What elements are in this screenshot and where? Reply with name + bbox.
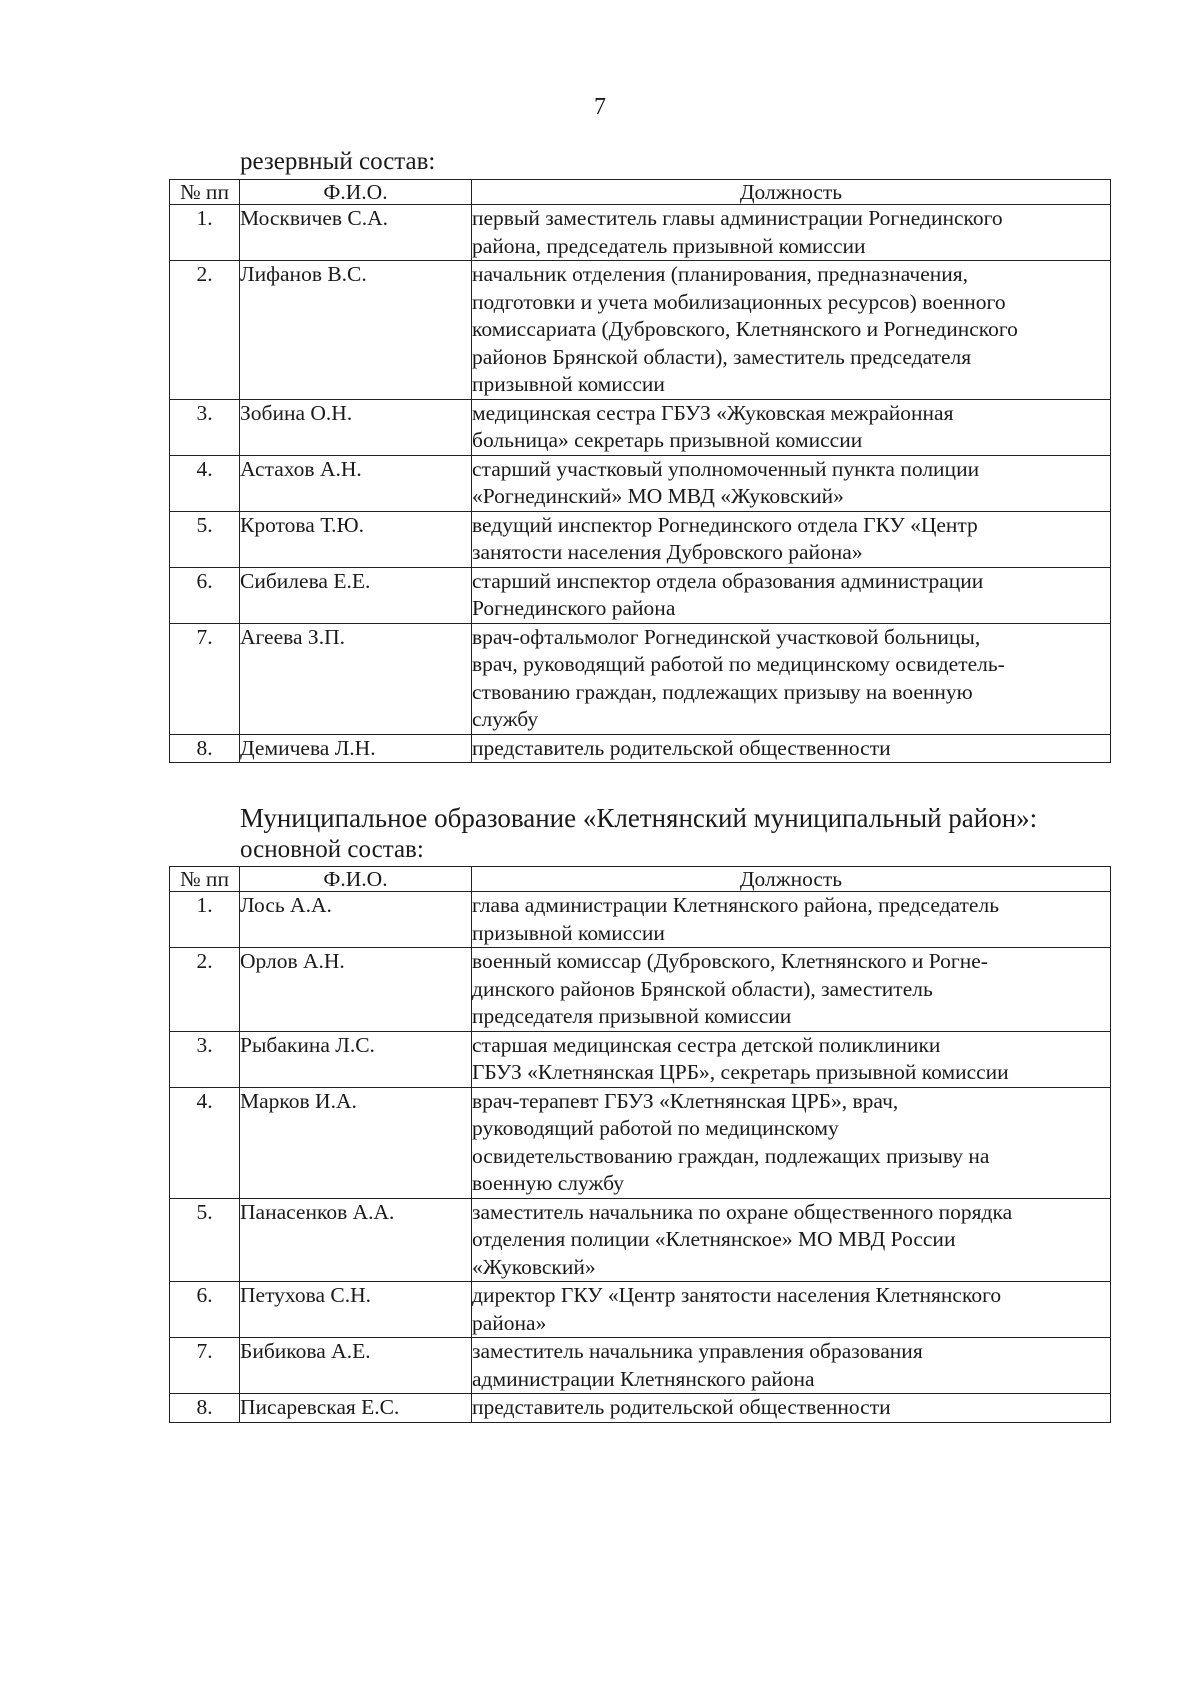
position-line: врач-терапевт ГБУЗ «Клетнянская ЦРБ», врач, [472,1088,899,1113]
position-line: военный комиссар (Дубровского, Клетнянского и Рогне- [472,949,988,973]
member-position [472,567,1111,623]
member-name: Марков И.А. [240,1087,472,1198]
position-line: первый заместитель главы администрации Рогнединского [472,206,1003,230]
position-line: освидетельствованию граждан, подлежащих призыву на [472,1143,990,1168]
position-line: старший участковый уполномоченный пункта полиции [472,456,980,481]
member-name: Петухова С.Н. [240,1282,472,1338]
member-name: Москвичев С.А. [240,205,472,261]
row-number: 3. [170,1031,240,1087]
member-position [472,455,1111,511]
member-position [472,511,1111,567]
row-number: 7. [170,623,240,734]
row-number: 5. [170,511,240,567]
position-line: районов Брянской области), заместитель председателя [472,344,972,369]
position-line: динского районов Брянской области), заместитель [472,976,933,1001]
member-position [472,892,1111,948]
header-name: Ф.И.О. [240,180,472,205]
position-line: представитель родительской общественности [472,735,891,760]
row-number: 8. [170,1394,240,1423]
row-number: 6. [170,1282,240,1338]
position-line: призывной комиссии [472,920,665,945]
main-section-label: основной состав: [240,836,424,863]
table-row [170,1394,1111,1423]
row-number: 2. [170,261,240,400]
row-number: 3. [170,399,240,455]
position-line: района» [472,1310,547,1335]
position-line: старшая медицинская сестра детской поликлиники [472,1032,941,1057]
header-name: Ф.И.О. [240,867,472,892]
klet-roster-table [169,866,1111,1423]
table-row [170,399,1111,455]
table-row [170,948,1111,1032]
position-line: медицинская сестра ГБУЗ «Жуковская межрайонная [472,400,954,425]
member-name: Агеева З.П. [240,623,472,734]
member-name: Демичева Л.Н. [240,734,472,763]
member-position [472,1394,1111,1423]
position-line: «Рогнединский» МО МВД «Жуковский» [472,484,844,508]
member-position [472,1087,1111,1198]
header-position: Должность [472,867,1111,892]
member-position [472,623,1111,734]
table-row [170,623,1111,734]
row-number: 6. [170,567,240,623]
member-name: Бибикова А.Е. [240,1338,472,1394]
position-line: подготовки и учета мобилизационных ресурсов) военного [472,289,1006,314]
member-name: Рыбакина Л.С. [240,1031,472,1087]
table-row [170,205,1111,261]
position-line: военную службу [472,1171,624,1195]
header-num: № пп [170,180,240,205]
position-line: директор ГКУ «Центр занятости населения Клетнянского [472,1283,1002,1307]
table-header-row [170,867,1111,892]
table-row [170,261,1111,400]
member-position [472,1031,1111,1087]
member-name: Сибилева Е.Е. [240,567,472,623]
municipality-title: Муниципальное образование «Клетнянский муниципальный район»: [240,803,1038,833]
member-name: Лось А.А. [240,892,472,948]
table-row [170,1087,1111,1198]
page-number: 7 [594,94,606,120]
member-position [472,1198,1111,1282]
table-row [170,734,1111,763]
position-line: администрации Клетнянского района [472,1366,815,1391]
table-row [170,1198,1111,1282]
member-position [472,1282,1111,1338]
position-line: занятости населения Дубровского района» [472,540,863,564]
member-name: Орлов А.Н. [240,948,472,1032]
position-line: призывной комиссии [472,372,665,396]
row-number: 7. [170,1338,240,1394]
position-line: больница» секретарь призывной комиссии [472,428,863,452]
member-position [472,734,1111,763]
position-line: ГБУЗ «Клетнянская ЦРБ», секретарь призывной комиссии [472,1060,1009,1084]
header-position: Должность [472,180,1111,205]
position-line: района, председатель призывной комиссии [472,233,866,258]
position-line: ствованию граждан, подлежащих призыву на военную [472,679,973,704]
member-name: Лифанов В.С. [240,261,472,400]
row-number: 1. [170,892,240,948]
row-number: 5. [170,1198,240,1282]
row-number: 4. [170,455,240,511]
table-row [170,455,1111,511]
table-row [170,511,1111,567]
table-row [170,567,1111,623]
member-position [472,948,1111,1032]
member-position [472,261,1111,400]
position-line: отделения полиции «Клетнянское» МО МВД России [472,1227,956,1251]
member-name: Писаревская Е.С. [240,1394,472,1423]
member-name: Астахов А.Н. [240,455,472,511]
table-header-row [170,180,1111,205]
reserve-roster-table [169,179,1111,763]
position-line: «Жуковский» [472,1254,596,1279]
position-line: заместитель начальника по охране общественного порядка [472,1199,1013,1224]
position-line: ведущий инспектор Рогнединского отдела ГКУ «Центр [472,512,978,537]
position-line: председателя призывной комиссии [472,1004,792,1028]
row-number: 2. [170,948,240,1032]
row-number: 8. [170,734,240,763]
position-line: Рогнединского района [472,596,676,620]
position-line: службу [472,707,539,731]
position-line: заместитель начальника управления образования [472,1339,923,1363]
table-row [170,1031,1111,1087]
position-line: комиссариата (Дубровского, Клетнянского и Рогнединского [472,317,1018,341]
reserve-section-label: резервный состав: [240,148,436,175]
position-line: начальник отделения (планирования, предназначения, [472,262,969,286]
member-position [472,205,1111,261]
member-name: Кротова Т.Ю. [240,511,472,567]
member-position [472,399,1111,455]
member-position [472,1338,1111,1394]
position-line: врач, руководящий работой по медицинскому освидетель- [472,652,1005,676]
member-name: Зобина О.Н. [240,399,472,455]
table-row [170,1282,1111,1338]
table-row [170,892,1111,948]
table-row [170,1338,1111,1394]
header-num: № пп [170,867,240,892]
position-line: руководящий работой по медицинскому [472,1116,839,1140]
position-line: представитель родительской общественности [472,1395,891,1419]
row-number: 1. [170,205,240,261]
position-line: глава администрации Клетнянского района, председатель [472,893,1000,917]
member-name: Панасенков А.А. [240,1198,472,1282]
row-number: 4. [170,1087,240,1198]
position-line: старший инспектор отдела образования администрации [472,568,984,593]
position-line: врач-офтальмолог Рогнединской участковой больницы, [472,624,981,649]
